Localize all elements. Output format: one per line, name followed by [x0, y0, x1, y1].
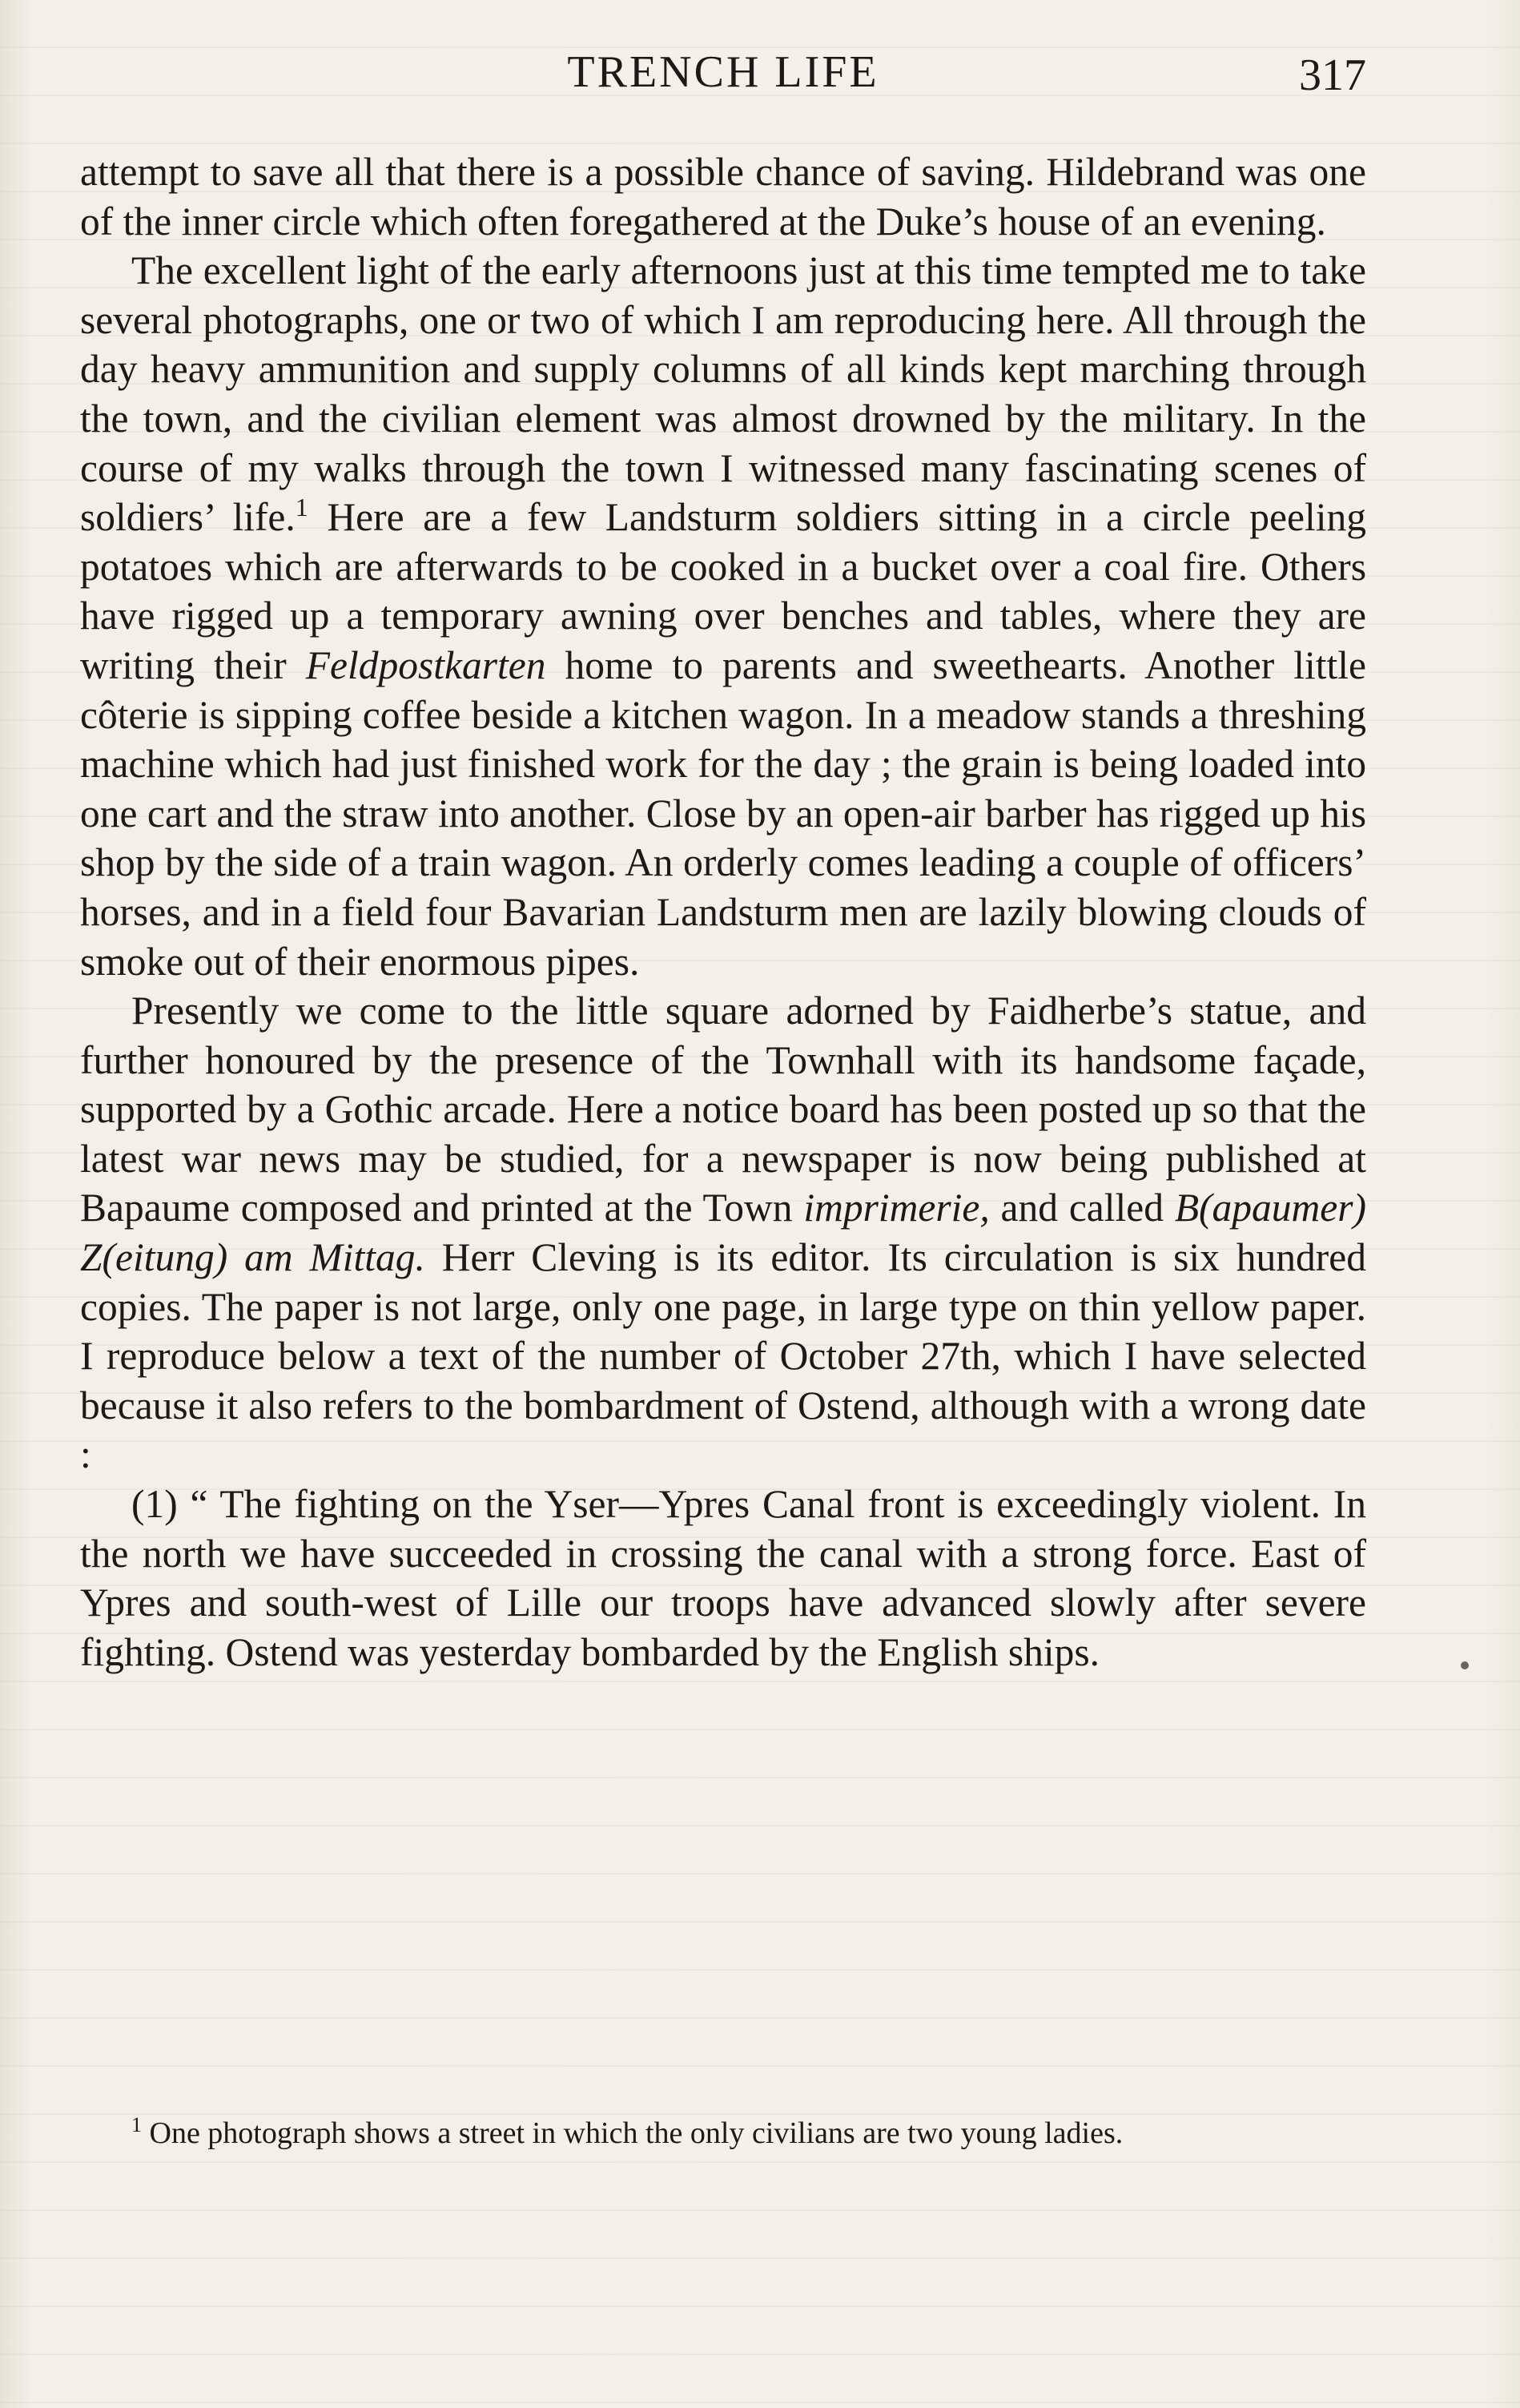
paragraph: [80, 986, 1366, 1480]
body-text: [80, 147, 1366, 1677]
italic-term: Feldpostkarten: [305, 642, 546, 687]
paragraph: [80, 246, 1366, 986]
paragraph-text: Presently we come to the little square adorned by Faidherbe’s statue, and further honoured by the presence of the Townhall with its handsome façade, supported by a Gothic arcade. Here a notice board has been posted up so that the latest war news may be studied, for a newspaper is now being published at Bapaume composed and printed at the Town: [80, 989, 1366, 1230]
footnote-marker: 1: [131, 2113, 142, 2136]
running-head: TRENCH LIFE: [567, 47, 879, 97]
footnote: [80, 2115, 1366, 2152]
paragraph-text: The excellent light of the early afternoons just at this time tempted me to take several photographs, one or two of which I am reproducing here. All through the day heavy ammunition and supply columns of all kinds kept marching through the town, and the civilian element was almost drowned by the military. In the course of my walks through the town I witnessed many fascinating scenes of soldiers’ life.: [80, 248, 1366, 540]
paragraph: [80, 147, 1366, 246]
page-header: [80, 46, 1366, 119]
footnote-reference: 1: [295, 493, 308, 522]
paragraph-text: (1) “ The fighting on the Yser—Ypres Canal front is exceedingly violent. In the north we have succeeded in crossing the canal with a strong force. East of Ypres and south-west of Lille our troops have advanced slowly after severe fighting. Ostend was yesterday bombarded by the English ships.: [80, 1482, 1366, 1674]
paragraph-text: home to parents and sweethearts. Another little côterie is sipping coffee beside a kitchen wagon. In a meadow stands a threshing machine which had just finished work for the day ; the grain is being loaded into one cart and the straw into another. Close by an open-air barber has rigged up his shop by the side of a train wagon. An orderly comes leading a couple of officers’ horses, and in a field four Bavarian Landsturm men are lazily blowing clouds of smoke out of their enormous pipes.: [80, 642, 1366, 984]
page-number: 317: [1299, 50, 1366, 100]
paragraph-text: Herr Cleving is its editor. Its circulation is six hundred copies. The paper is not large, only one page, in large type on thin yellow paper. I reproduce below a text of the number of October 27th, which I have selected because it also refers to the bombardment of Ostend, although with a wrong date :: [80, 1235, 1366, 1477]
footnote-text: One photograph shows a street in which the only civilians are two young ladies.: [142, 2116, 1124, 2150]
italic-term: imprimerie,: [803, 1186, 990, 1230]
paragraph-text: and called: [989, 1186, 1175, 1230]
paragraph-text: Here are a few Landsturm soldiers sitting in a circle peeling potatoes which are afterwards to be cooked in a bucket over a coal fire. Others have rigged up a temporary awning over benches and tables, where they are writing their: [80, 495, 1366, 687]
paragraph: [80, 1480, 1366, 1677]
ink-speck: [1461, 1661, 1469, 1669]
newspaper-title: B(apaumer) Z(eitung) am Mittag.: [80, 1186, 1366, 1280]
paragraph-text: attempt to save all that there is a possible chance of saving. Hildebrand was one of the inner circle which often foregathered at the Duke’s house of an evening.: [80, 150, 1366, 244]
